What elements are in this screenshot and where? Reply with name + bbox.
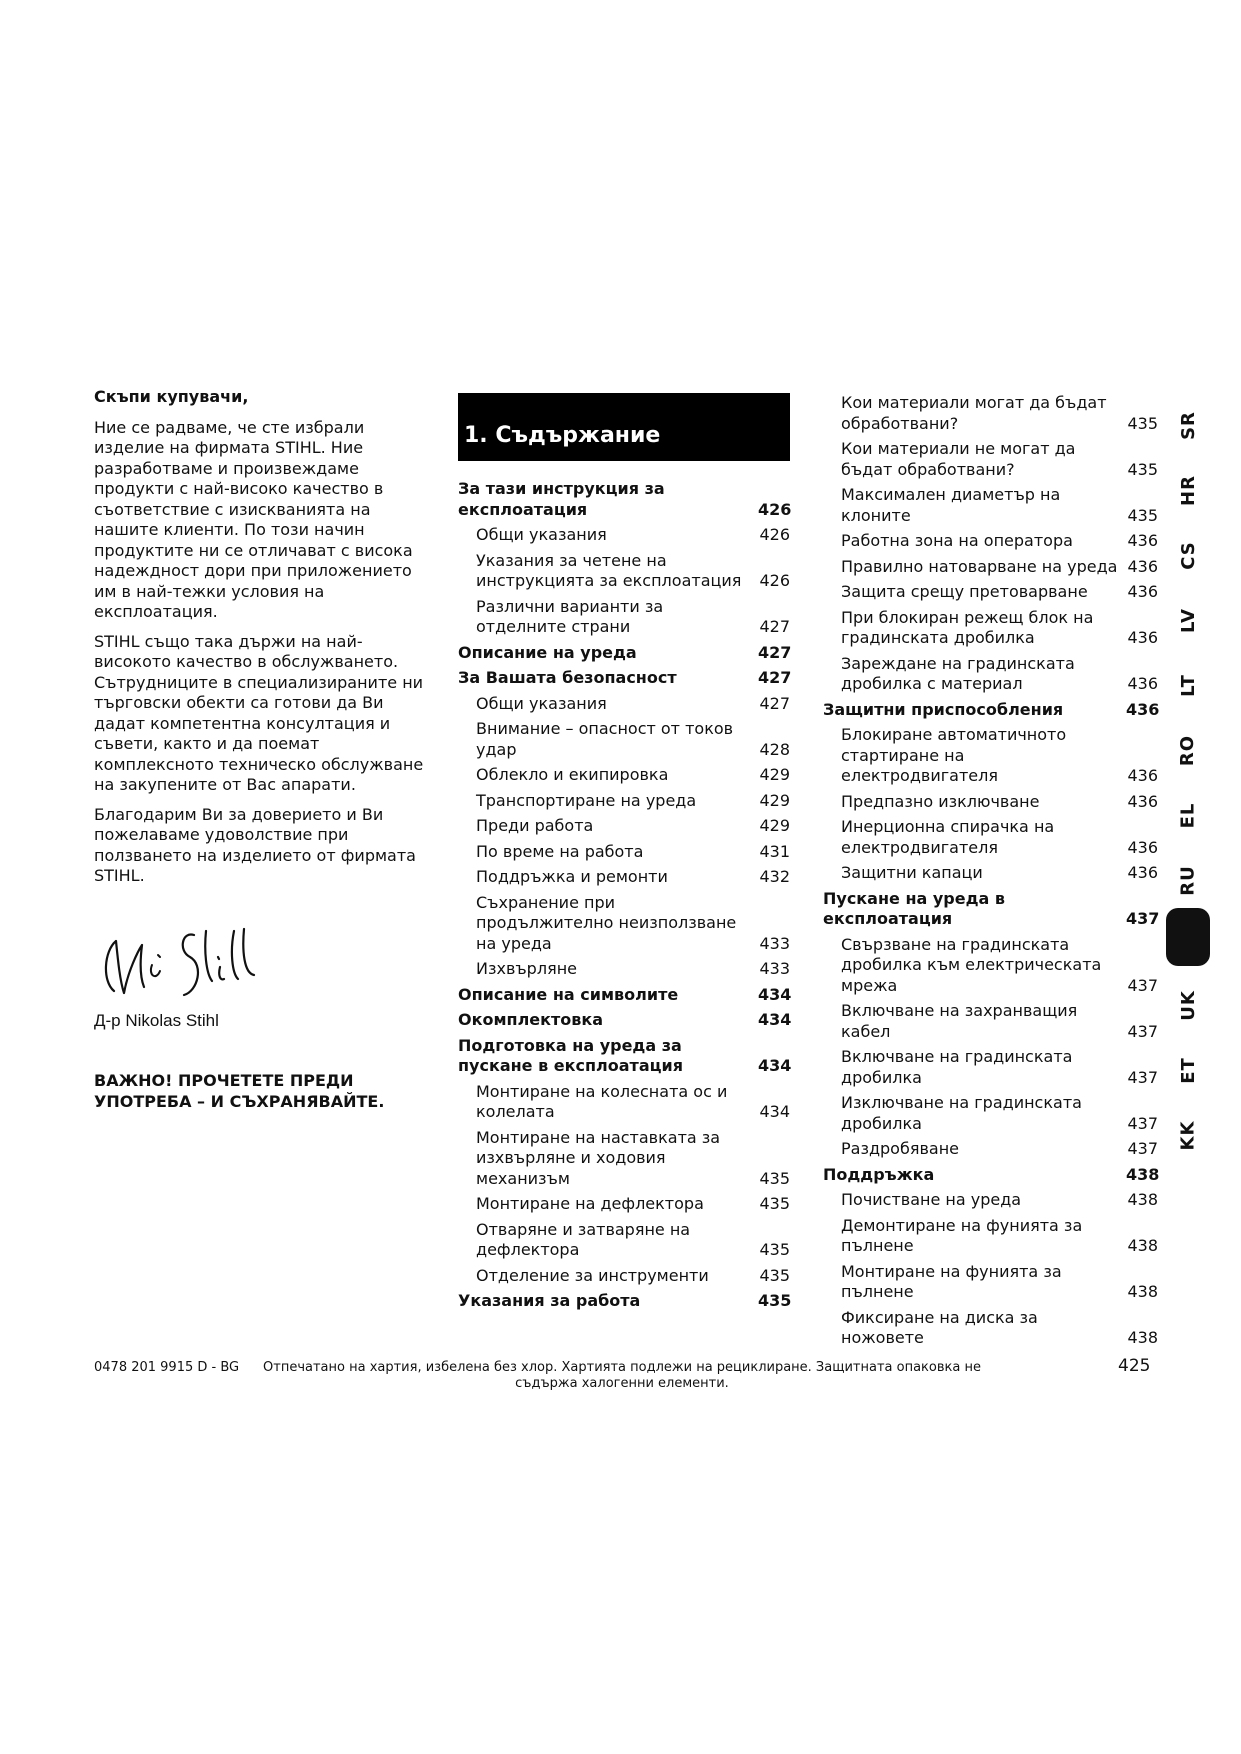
toc-section[interactable] (458, 479, 790, 520)
toc-entry-page: 433 (759, 933, 790, 953)
toc-subsection[interactable] (458, 959, 790, 980)
toc-entry-page: 436 (1127, 582, 1158, 601)
toc-entry-title: Поддръжка (823, 1164, 935, 1184)
toc-entry-title: Предпазно изключване (841, 791, 1040, 811)
toc-subsection[interactable] (458, 893, 790, 955)
toc-subsection[interactable] (458, 1266, 790, 1287)
toc-subsection[interactable] (823, 792, 1158, 813)
toc-entry-page: 434 (759, 1102, 790, 1121)
toc-subsection[interactable] (458, 719, 790, 760)
toc-entry-title: Транспортиране на уреда (476, 790, 697, 810)
toc-section[interactable] (458, 1010, 790, 1031)
toc-entry-title: Демонтиране на фунията за пълнене (841, 1215, 1083, 1255)
toc-subsection[interactable] (823, 1190, 1158, 1211)
language-tab-lv[interactable]: LV (1177, 607, 1199, 633)
toc-entry-title: Указания за работа (458, 1291, 641, 1310)
toc-entry-title: Раздробяване (841, 1139, 959, 1158)
toc-entry-page: 436 (1127, 674, 1158, 693)
language-tab-el[interactable]: EL (1177, 802, 1199, 828)
language-tab-ro[interactable]: RO (1177, 734, 1199, 766)
toc-entry-title: Подготовка на уреда за пускане в експлоатация (458, 1035, 683, 1075)
letter-paragraph: Ние се радваме, че сте избрали изделие на фирмата STIHL. Ние разработваме и произвеждаме продукти с най-високо качество в съответствие с изискванията на нашите клиенти. По този начин продуктите ни се отличават с висока надеждност дори при приложението им в най-тежки условия на експлоатация. (94, 417, 413, 621)
toc-subsection[interactable] (458, 551, 790, 592)
toc-subsection[interactable] (823, 1262, 1158, 1303)
toc-entry-page: 435 (759, 1194, 790, 1213)
toc-entry-page: 438 (1126, 1164, 1160, 1184)
toc-subsection[interactable] (458, 525, 790, 546)
toc-entry-page: 435 (759, 1240, 790, 1259)
toc-entry-page: 438 (1127, 1282, 1158, 1301)
footer-document-code: 0478 201 9915 D - BG (94, 1360, 240, 1375)
toc-entry-page: 436 (1127, 531, 1158, 550)
toc-subsection[interactable] (458, 765, 790, 786)
toc-entry-page: 435 (759, 1265, 790, 1285)
toc-entry-title: Блокиране автоматичното стартиране на електродвигателя (841, 725, 1067, 785)
toc-entry-title: Описание на уреда (458, 642, 637, 662)
toc-entry-title: За Вашата безопасност (458, 668, 677, 687)
toc-subsection[interactable] (823, 608, 1158, 649)
toc-entry-page: 436 (1127, 766, 1158, 785)
toc-section[interactable] (823, 1165, 1158, 1186)
toc-entry-title: Описание на символите (458, 984, 679, 1004)
language-tab-cs[interactable]: CS (1177, 540, 1199, 570)
toc-subsection[interactable] (823, 582, 1158, 603)
signature-name: Д-р Nikolas Stihl (94, 1010, 219, 1030)
toc-entry-page: 436 (1127, 837, 1158, 857)
toc-entry-page: 436 (1127, 791, 1158, 811)
toc-entry-title: Зареждане на градинската дробилка с материал (841, 653, 1075, 693)
toc-entry-title: Общи указания (476, 525, 607, 544)
toc-entry-page: 434 (758, 984, 792, 1004)
toc-entry-title: Кои материали могат да бъдат обработвани? (841, 393, 1107, 433)
important-notice: ВАЖНО! ПРОЧЕТЕТЕ ПРЕДИ УПОТРЕБА – И СЪХРАНЯВАЙТЕ. (94, 1071, 385, 1111)
page-number: 425 (1118, 1356, 1151, 1376)
toc-entry-title: Монтиране на дефлектора (476, 1194, 704, 1213)
toc-entry-page: 435 (758, 1291, 792, 1310)
toc-subsection[interactable] (823, 1216, 1158, 1257)
toc-entry-title: Различни варианти за отделните страни (476, 596, 664, 636)
toc-entry-title: Инерционна спирачка на електродвигателя (841, 817, 1055, 857)
toc-section[interactable] (458, 1291, 790, 1312)
toc-entry-page: 427 (758, 642, 792, 662)
toc-entry-title: Включване на градинската дробилка (841, 1047, 1073, 1087)
toc-entry-title: По време на работа (476, 841, 644, 861)
toc-entry-title: Фиксиране на диска за ножовете (841, 1307, 1038, 1347)
language-tab-ru[interactable]: RU (1177, 864, 1199, 896)
toc-column-1 (458, 393, 790, 1317)
toc-section[interactable] (458, 1036, 790, 1077)
toc-entry-page: 429 (759, 765, 790, 784)
toc-entry-page: 429 (759, 816, 790, 835)
toc-entry-title: Облекло и екипировка (476, 765, 669, 784)
toc-subsection[interactable] (823, 393, 1158, 434)
toc-entry-page: 433 (759, 959, 790, 978)
toc-entry-title: Изключване на градинската дробилка (841, 1093, 1082, 1133)
toc-entry-title: Указания за четене на инструкцията за експлоатация (476, 550, 742, 590)
toc-entry-title: Защита срещу претоварване (841, 582, 1088, 601)
toc-entry-page: 436 (1127, 863, 1158, 882)
language-tab-current[interactable] (1166, 908, 1210, 966)
toc-entry-title: Монтиране на фунията за пълнене (841, 1261, 1062, 1301)
toc-entry-page: 438 (1127, 1190, 1158, 1209)
toc-entry-title: Съхранение при продължително неизползване на уреда (476, 892, 737, 953)
toc-entry-title: Преди работа (476, 816, 594, 835)
toc-entry-page: 436 (1126, 699, 1160, 719)
toc-entry-title: Кои материали не могат да бъдат обработвани? (841, 439, 1076, 479)
toc-entry-page: 438 (1127, 1328, 1158, 1347)
toc-entry-title: Изхвърляне (476, 959, 577, 978)
toc-entry-title: Работна зона на оператора (841, 531, 1073, 550)
toc-subsection[interactable] (458, 1194, 790, 1215)
toc-subsection[interactable] (823, 439, 1158, 480)
language-tab-uk[interactable]: UK (1177, 989, 1199, 1021)
language-tab-et[interactable]: ET (1177, 1056, 1199, 1084)
toc-entry-page: 426 (759, 571, 790, 590)
toc-subsection[interactable] (823, 817, 1158, 858)
language-tab-hr[interactable]: HR (1177, 474, 1199, 506)
toc-entry-title: Максимален диаметър на клоните (841, 485, 1061, 525)
toc-entry-page: 436 (1127, 556, 1158, 576)
toc-subsection[interactable] (823, 1093, 1158, 1134)
letter-column (94, 387, 424, 1112)
toc-subsection[interactable] (458, 1082, 790, 1123)
toc-entry-page: 427 (759, 693, 790, 713)
toc-entry-title: Пускане на уреда в експлоатация (823, 888, 1006, 928)
letter-paragraph: STIHL също така държи на най-високото качество в обслужването. Сътрудниците в специализираните ни търговски обекти са готови да Ви дадат компетентна консултация и съвети, както и да поемат комплексното техническо обслужване на закупените от Вас апарати. (94, 631, 424, 794)
toc-subsection[interactable] (823, 531, 1158, 552)
toc-entry-title: Монтиране на наставката за изхвърляне и ходовия механизъм (476, 1127, 721, 1188)
toc-subsection[interactable] (458, 1220, 790, 1261)
toc-entry-page: 435 (1127, 459, 1158, 479)
toc-entry-page: 438 (1127, 1236, 1158, 1255)
toc-entry-title: Защитни приспособления (823, 699, 1064, 719)
toc-entry-title: Монтиране на колесната ос и колелата (476, 1081, 728, 1121)
toc-entry-page: 431 (759, 841, 790, 861)
toc-subsection[interactable] (458, 867, 790, 888)
language-tab-kk[interactable]: KK (1177, 1120, 1199, 1150)
toc-entry-title: Внимание – опасност от токов удар (476, 719, 734, 759)
toc-entry-title: Общи указания (476, 693, 607, 713)
toc-entry-title: Правилно натоварване на уреда (841, 556, 1118, 576)
toc-subsection[interactable] (823, 725, 1158, 787)
toc-subsection[interactable] (823, 1001, 1158, 1042)
toc-list-1 (458, 479, 790, 1312)
letter-paragraph: Благодарим Ви за доверието и Ви пожелаваме удоволствие при ползването на изделието от фирмата STIHL. (94, 804, 416, 885)
toc-section[interactable] (458, 643, 790, 664)
toc-entry-title: При блокиран режещ блок на градинската дробилка (841, 607, 1094, 647)
toc-subsection[interactable] (823, 485, 1158, 526)
toc-entry-page: 428 (759, 739, 790, 759)
toc-column-2 (823, 393, 1158, 1354)
toc-subsection[interactable] (458, 842, 790, 863)
toc-entry-title: Окомплектовка (458, 1010, 604, 1029)
toc-entry-page: 437 (1126, 909, 1160, 928)
toc-subsection[interactable] (823, 1308, 1158, 1349)
toc-entry-page: 437 (1127, 1067, 1158, 1087)
toc-entry-page: 426 (759, 525, 790, 544)
toc-entry-title: Защитни капаци (841, 863, 983, 882)
toc-subsection[interactable] (458, 1128, 790, 1190)
toc-subsection[interactable] (458, 694, 790, 715)
toc-subsection[interactable] (823, 1047, 1158, 1088)
toc-entry-page: 429 (759, 790, 790, 810)
toc-subsection[interactable] (823, 557, 1158, 578)
toc-entry-page: 436 (1127, 628, 1158, 647)
toc-entry-page: 434 (758, 1056, 792, 1075)
toc-entry-title: Почистване на уреда (841, 1190, 1022, 1209)
toc-subsection[interactable] (458, 791, 790, 812)
toc-section[interactable] (823, 700, 1158, 721)
language-tab-lt[interactable]: LT (1177, 673, 1199, 697)
toc-entry-page: 437 (1127, 975, 1158, 995)
language-tab-sr[interactable]: SR (1177, 410, 1199, 440)
toc-subsection[interactable] (458, 816, 790, 837)
signature-image (94, 921, 424, 1011)
toc-entry-title: За тази инструкция за експлоатация (458, 479, 665, 519)
toc-subsection[interactable] (823, 863, 1158, 884)
toc-entry-page: 426 (758, 499, 792, 519)
toc-entry-page: 427 (759, 617, 790, 636)
toc-entry-title: Свързване на градинската дробилка към електрическата мрежа (841, 934, 1102, 995)
toc-section[interactable] (823, 889, 1158, 930)
toc-section[interactable] (458, 985, 790, 1006)
toc-entry-page: 437 (1127, 1021, 1158, 1041)
toc-entry-page: 434 (758, 1010, 792, 1029)
toc-list-2 (823, 393, 1158, 1349)
toc-entry-title: Отделение за инструменти (476, 1265, 709, 1285)
toc-entry-page: 435 (1127, 413, 1158, 433)
toc-subsection[interactable] (823, 1139, 1158, 1160)
toc-subsection[interactable] (823, 654, 1158, 695)
language-tabs (1166, 396, 1210, 1156)
toc-entry-page: 427 (758, 668, 792, 687)
toc-title: 1. Съдържание (458, 393, 790, 461)
toc-entry-page: 437 (1127, 1113, 1158, 1133)
toc-entry-page: 435 (1127, 505, 1158, 525)
toc-entry-page: 432 (759, 867, 790, 886)
toc-entry-title: Включване на захранващия кабел (841, 1001, 1078, 1041)
toc-entry-page: 435 (759, 1168, 790, 1188)
toc-subsection[interactable] (823, 935, 1158, 997)
letter-greeting: Скъпи купувачи, (94, 387, 249, 406)
toc-section[interactable] (458, 668, 790, 689)
toc-entry-title: Отваряне и затваряне на дефлектора (476, 1219, 691, 1259)
toc-entry-page: 437 (1127, 1139, 1158, 1158)
toc-entry-title: Поддръжка и ремонти (476, 867, 668, 886)
toc-subsection[interactable] (458, 597, 790, 638)
footer-note: Отпечатано на хартия, избелена без хлор. Хартията подлежи на рециклиране. Защитната опаковка не съдържа халогенни елементи. (263, 1360, 981, 1391)
